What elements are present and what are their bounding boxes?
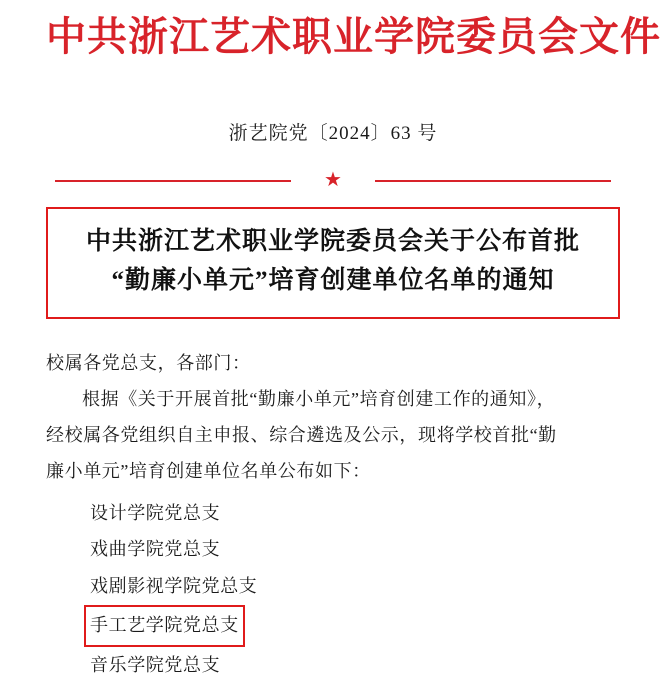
unit-name: 设计学院党总支 xyxy=(90,502,221,523)
body-paragraph-2: 经校属各党组织自主申报、综合遴选及公示，现将学校首批“勤 xyxy=(46,424,557,445)
unit-name: 手工艺学院党总支 xyxy=(84,605,245,647)
document-title-line-1: 中共浙江艺术职业学院委员会关于公布首批 xyxy=(85,228,580,255)
body-salutation: 校属各党总支，各部门： xyxy=(46,352,251,373)
document-number: 浙艺院党〔2024〕63 号 xyxy=(228,123,438,144)
unit-list xyxy=(46,495,620,684)
document-body xyxy=(46,345,620,489)
unit-name: 戏剧影视学院党总支 xyxy=(90,576,258,597)
list-item xyxy=(90,531,620,568)
red-separator xyxy=(46,171,620,189)
list-item xyxy=(90,647,620,684)
separator-line-left xyxy=(55,180,291,182)
document-title-box xyxy=(46,207,620,319)
unit-name: 戏曲学院党总支 xyxy=(90,539,221,560)
list-item-highlighted xyxy=(90,605,620,647)
body-paragraph-1: 根据《关于开展首批“勤廉小单元”培育创建工作的通知》， xyxy=(82,388,556,409)
document-title-line-2: “勤廉小单元”培育创建单位名单的通知 xyxy=(111,266,555,294)
separator-line-right xyxy=(375,180,611,182)
star-icon: ★ xyxy=(316,170,350,190)
body-paragraph-3: 廉小单元”培育创建单位名单公布如下： xyxy=(46,460,371,481)
list-item xyxy=(90,568,620,605)
list-item xyxy=(90,495,620,532)
document-masthead-title: 中共浙江艺术职业学院委员会文件 xyxy=(46,13,661,60)
unit-name: 音乐学院党总支 xyxy=(90,655,221,676)
